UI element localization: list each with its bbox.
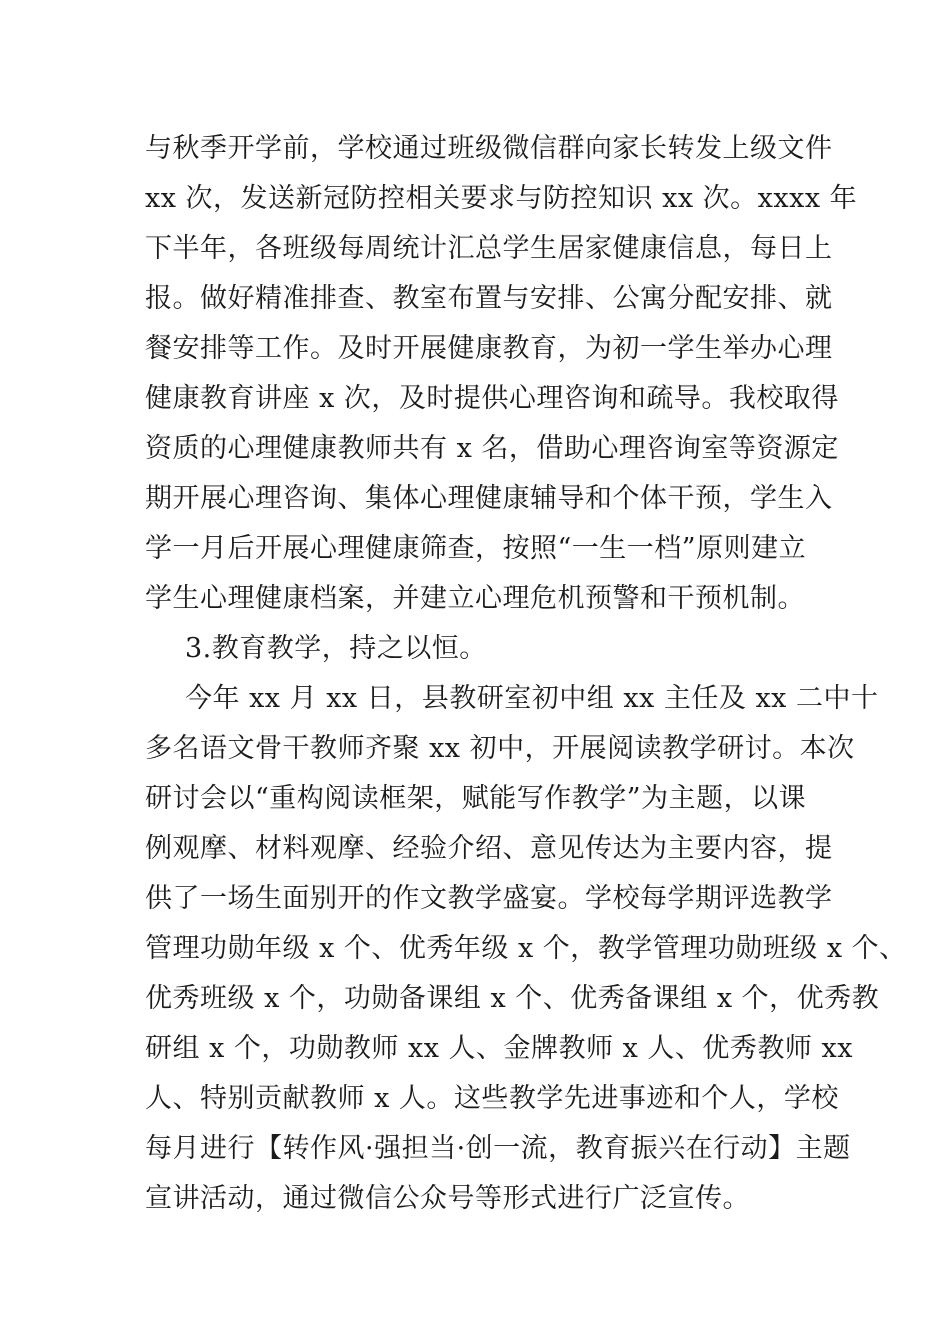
text-line: 资质的心理健康教师共有 x 名，借助心理咨询室等资源定 [145,433,839,464]
text-line: 供了一场生面别开的作文教学盛宴。学校每学期评选教学 [145,883,833,914]
text-line: 学生心理健康档案，并建立心理危机预警和干预机制。 [145,583,805,614]
text-line: 宣讲活动，通过微信公众号等形式进行广泛宣传。 [145,1183,750,1214]
text-line: 报。做好精准排查、教室布置与安排、公寓分配安排、就 [145,283,833,314]
text-line: 研组 x 个，功勋教师 xx 人、金牌教师 x 人、优秀教师 xx [145,1033,853,1064]
text-line: 与秋季开学前，学校通过班级微信群向家长转发上级文件 [145,133,833,164]
text-line: 健康教育讲座 x 次，及时提供心理咨询和疏导。我校取得 [145,383,839,414]
document-body [145,124,907,1224]
paragraph-health-management [145,124,858,624]
text-line: 优秀班级 x 个，功勋备课组 x 个、优秀备课组 x 个，优秀教 [145,983,880,1014]
section-heading: 3.教育教学，持之以恒。 [185,633,487,664]
text-line: xx 次，发送新冠防控相关要求与防控知识 xx 次。xxxx 年 [145,183,858,214]
text-line: 学一月后开展心理健康筛查，按照“一生一档”原则建立 [145,533,807,564]
text-line: 今年 xx 月 xx 日，县教研室初中组 xx 主任及 xx 二中十 [185,683,879,714]
text-line: 下半年，各班级每周统计汇总学生居家健康信息，每日上 [145,233,833,264]
text-line: 每月进行【转作风·强担当·创一流，教育振兴在行动】主题 [145,1133,851,1164]
text-line: 餐安排等工作。及时开展健康教育，为初一学生举办心理 [145,333,833,364]
text-line: 管理功勋年级 x 个、优秀年级 x 个，教学管理功勋班级 x 个、 [145,933,907,964]
text-line: 人、特别贡献教师 x 人。这些教学先进事迹和个人，学校 [145,1083,839,1114]
paragraph-teaching [145,674,907,1224]
text-line: 期开展心理咨询、集体心理健康辅导和个体干预，学生入 [145,483,833,514]
text-line: 例观摩、材料观摩、经验介绍、意见传达为主要内容，提 [145,833,833,864]
text-line: 多名语文骨干教师齐聚 xx 初中，开展阅读教学研讨。本次 [145,733,855,764]
text-line: 研讨会以“重构阅读框架，赋能写作教学”为主题，以课 [145,783,807,814]
